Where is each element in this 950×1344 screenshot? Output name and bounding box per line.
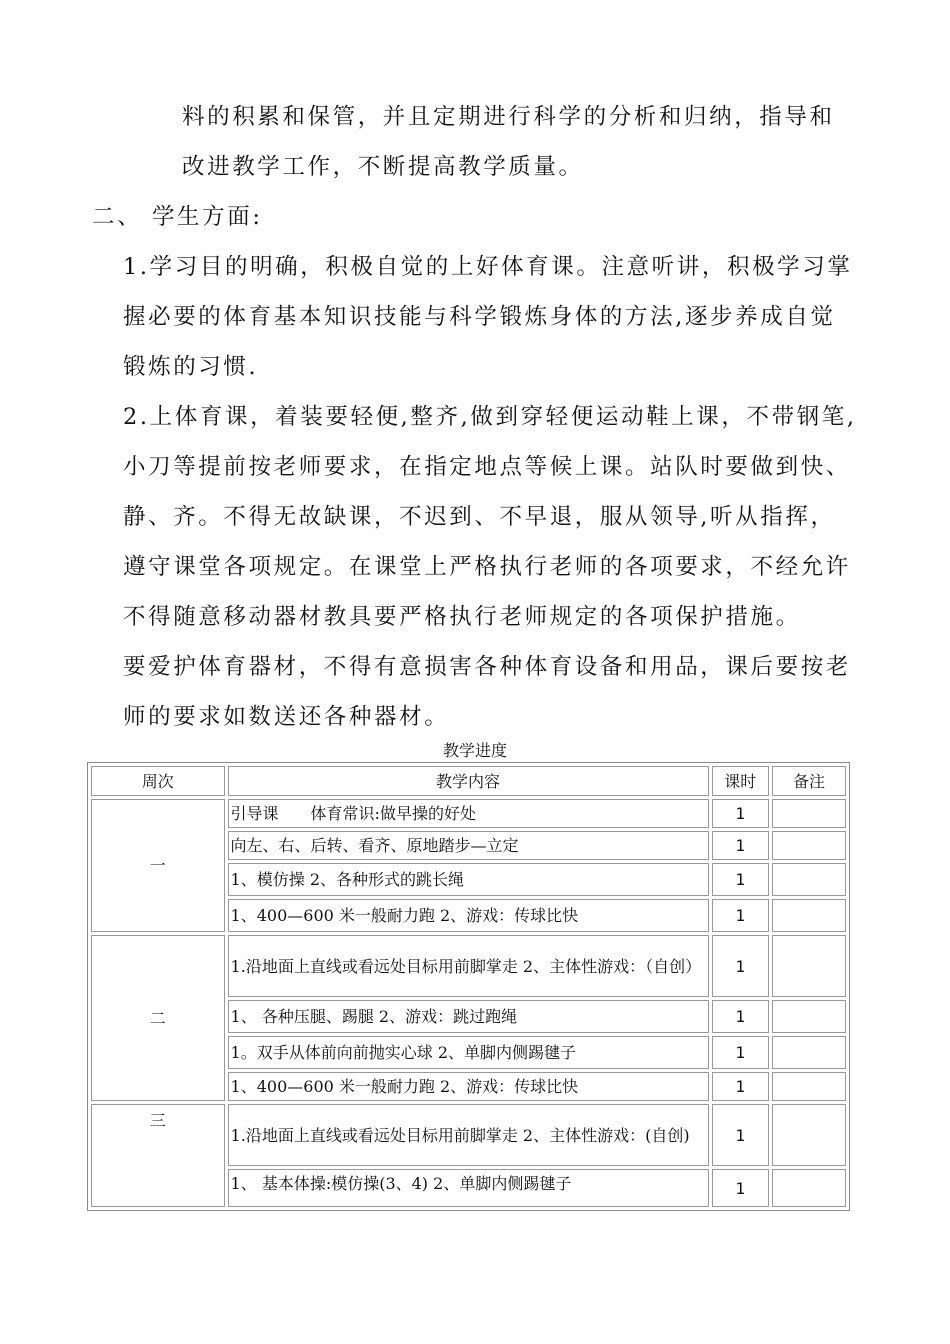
table-row <box>91 935 846 997</box>
hours-cell: 1 <box>712 935 769 997</box>
paragraph-2 <box>123 242 852 392</box>
note-cell <box>772 831 846 860</box>
text-line: 静、齐。不得无故缺课，不迟到、不早退，服从领导,听从指挥， <box>123 504 836 530</box>
content-cell: 1、模仿操 2、各种形式的跳长绳 <box>228 863 709 896</box>
content-cell: 1.沿地面上直线或看远处目标用前脚掌走 2、主体性游戏：（自创） <box>228 935 709 997</box>
content-cell: 1。双手从体前向前抛实心球 2、单脚内侧踢毽子 <box>228 1036 709 1069</box>
hours-cell: 1 <box>712 1104 769 1166</box>
text-line: 小刀等提前按老师要求，在指定地点等候上课。站队时要做到快、 <box>123 454 851 480</box>
table-header-row <box>91 766 846 796</box>
text-line: 1.学习目的明确，积极自觉的上好体育课。注意听讲，积极学习掌 <box>123 254 853 280</box>
week-cell: 二 <box>91 935 225 1101</box>
content-cell: 向左、右、后转、看齐、原地踏步—立定 <box>228 831 709 860</box>
hours-cell: 1 <box>712 899 769 932</box>
content-cell: 1、400—600 米一般耐力跑 2、游戏：传球比快 <box>228 899 709 932</box>
schedule-table <box>87 762 850 1211</box>
table-row <box>91 799 846 828</box>
text-line: 二、 学生方面: <box>92 204 263 230</box>
content-cell: 1.沿地面上直线或看远处目标用前脚掌走 2、主体性游戏：(自创) <box>228 1104 709 1166</box>
table-caption: 教学进度 <box>442 741 507 760</box>
note-cell <box>772 799 846 828</box>
hours-cell: 1 <box>712 1000 769 1033</box>
header-content: 教学内容 <box>228 766 709 796</box>
content-cell: 1、 各种压腿、踢腿 2、游戏：跳过跑绳 <box>228 1000 709 1033</box>
text-line: 遵守课堂各项规定。在课堂上严格执行老师的各项要求，不经允许 <box>123 554 851 580</box>
paragraph-3 <box>123 392 857 642</box>
paragraph-1 <box>182 92 835 192</box>
text-line: 不得随意移动器材教具要严格执行老师规定的各项保护措施。 <box>123 604 801 630</box>
text-line: 料的积累和保管，并且定期进行科学的分析和归纳，指导和 <box>182 104 835 130</box>
text-line: 2.上体育课，着装要轻便,整齐,做到穿轻便运动鞋上课，不带钢笔, <box>123 404 857 430</box>
hours-cell: 1 <box>712 1169 769 1207</box>
hours-cell: 1 <box>712 863 769 896</box>
content-cell: 1、400—600 米一般耐力跑 2、游戏：传球比快 <box>228 1072 709 1101</box>
header-hours: 课时 <box>712 766 769 796</box>
note-cell <box>772 899 846 932</box>
hours-cell: 1 <box>712 799 769 828</box>
note-cell <box>772 1169 846 1207</box>
note-cell <box>772 935 846 997</box>
note-cell <box>772 1104 846 1166</box>
paragraph-4 <box>123 642 851 742</box>
text-line: 锻炼的习惯. <box>123 354 259 380</box>
note-cell <box>772 1000 846 1033</box>
content-cell: 1、 基本体操:模仿操(3、4) 2、单脚内侧踢毽子 <box>228 1169 709 1207</box>
text-line: 改进教学工作，不断提高教学质量。 <box>182 154 584 180</box>
hours-cell: 1 <box>712 831 769 860</box>
week-cell: 一 <box>91 799 225 932</box>
table-row <box>91 1104 846 1166</box>
text-line: 握必要的体育基本知识技能与科学锻炼身体的方法,逐步养成自觉 <box>123 304 836 330</box>
note-cell <box>772 863 846 896</box>
hours-cell: 1 <box>712 1072 769 1101</box>
note-cell <box>772 1072 846 1101</box>
header-notes: 备注 <box>772 766 846 796</box>
header-week: 周次 <box>91 766 225 796</box>
note-cell <box>772 1036 846 1069</box>
schedule-table-wrapper <box>87 762 850 1237</box>
section-heading <box>92 192 263 242</box>
text-line: 要爱护体育器材，不得有意损害各种体育设备和用品，课后要按老 <box>123 654 851 680</box>
text-line: 师的要求如数送还各种器材。 <box>123 704 450 730</box>
content-cell: 引导课 体育常识:做早操的好处 <box>228 799 709 828</box>
week-cell: 三 <box>91 1104 225 1207</box>
hours-cell: 1 <box>712 1036 769 1069</box>
